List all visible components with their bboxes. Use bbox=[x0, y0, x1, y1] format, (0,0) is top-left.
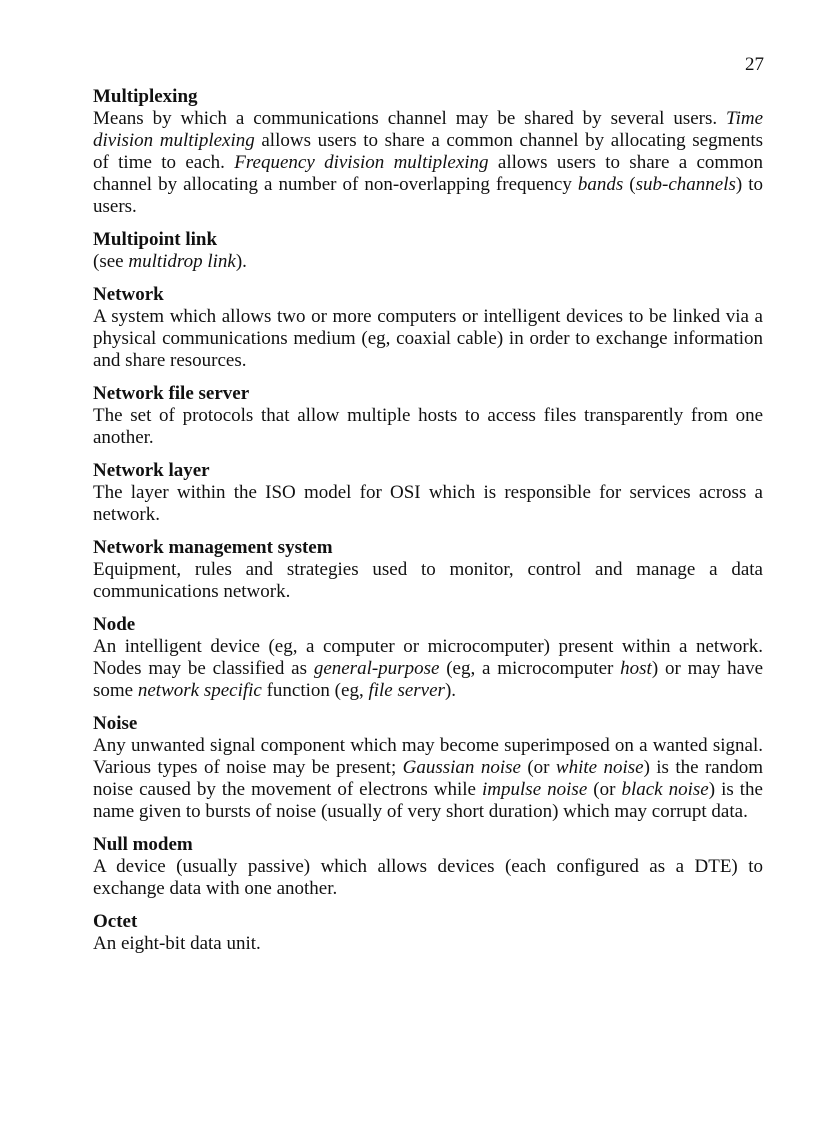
italic-term: host bbox=[620, 658, 652, 679]
definition-text: allows users to share a common channel by allocating segments of time to each. bbox=[93, 130, 763, 173]
entry-definition bbox=[93, 482, 763, 526]
italic-term: bands bbox=[577, 174, 624, 195]
glossary-entry bbox=[93, 460, 763, 526]
entry-definition bbox=[93, 856, 763, 900]
definition-text: ) is the random noise caused by the movement of electrons while bbox=[93, 757, 763, 800]
definition-text: ) to users. bbox=[93, 174, 764, 217]
definition-text: ). bbox=[235, 251, 247, 272]
definition-text: The set of protocols that allow multiple hosts to access files transparently from one another. bbox=[93, 405, 763, 448]
definition-text: The layer within the ISO model for OSI which is responsible for services across a network. bbox=[93, 482, 763, 525]
entry-definition bbox=[93, 108, 763, 218]
entry-term: Network management system bbox=[93, 537, 333, 558]
italic-term: file server bbox=[368, 680, 445, 701]
glossary-entry bbox=[93, 229, 763, 273]
glossary-entry bbox=[93, 86, 763, 218]
definition-text: Any unwanted signal component which may become superimposed on a wanted signal. Various types of noise may be present; bbox=[93, 735, 763, 778]
definition-text: Means by which a communications channel may be shared by several users. bbox=[93, 108, 727, 129]
italic-term: network specific bbox=[137, 680, 262, 701]
entry-definition bbox=[93, 559, 763, 603]
definition-text: ( bbox=[623, 174, 636, 195]
glossary-entry bbox=[93, 713, 763, 823]
glossary-entry bbox=[93, 383, 763, 449]
definition-text: (or bbox=[587, 779, 622, 800]
definition-text: ) is the name given to bursts of noise (usually of very short duration) which may corrupt data. bbox=[93, 779, 763, 822]
entry-term: Node bbox=[93, 614, 136, 635]
definition-text: An eight-bit data unit. bbox=[93, 933, 261, 954]
entry-definition bbox=[93, 405, 763, 449]
entry-term: Null modem bbox=[93, 834, 193, 855]
entry-definition bbox=[93, 735, 763, 823]
page-number: 27 bbox=[745, 54, 764, 75]
definition-text: Equipment, rules and strategies used to monitor, control and manage a data communications network. bbox=[93, 559, 763, 602]
italic-term: white noise bbox=[555, 757, 644, 778]
definition-text: function (eg, bbox=[261, 680, 369, 701]
glossary-entry bbox=[93, 911, 763, 955]
glossary-entries bbox=[93, 86, 763, 966]
italic-term: multidrop link bbox=[128, 251, 236, 272]
entry-term: Octet bbox=[93, 911, 138, 932]
definition-text: (see bbox=[93, 251, 129, 272]
definition-text: ) or may have some bbox=[93, 658, 763, 701]
entry-definition bbox=[93, 251, 763, 273]
definition-text: A device (usually passive) which allows devices (each configured as a DTE) to exchange data with one another. bbox=[93, 856, 763, 899]
definition-text: An intelligent device (eg, a computer or microcomputer) present within a network. Nodes may be classified as bbox=[93, 636, 763, 679]
glossary-entry bbox=[93, 284, 763, 372]
italic-term: Frequency division multiplexing bbox=[234, 152, 489, 173]
definition-text: (eg, a microcomputer bbox=[439, 658, 621, 679]
entry-term: Noise bbox=[93, 713, 138, 734]
entry-term: Multiplexing bbox=[93, 86, 198, 107]
italic-term: black noise bbox=[621, 779, 709, 800]
definition-text: (or bbox=[520, 757, 556, 778]
definition-text: allows users to share a common channel by allocating a number of non-overlapping frequency bbox=[93, 152, 763, 195]
entry-term: Network file server bbox=[93, 383, 250, 404]
glossary-entry bbox=[93, 614, 763, 702]
glossary-entry bbox=[93, 834, 763, 900]
entry-term: Network bbox=[93, 284, 164, 305]
entry-term: Network layer bbox=[93, 460, 210, 481]
entry-term: Multipoint link bbox=[93, 229, 218, 250]
italic-term: sub-channels bbox=[635, 174, 736, 195]
entry-definition bbox=[93, 636, 763, 702]
entry-definition bbox=[93, 933, 763, 955]
glossary-entry bbox=[93, 537, 763, 603]
italic-term: general-purpose bbox=[313, 658, 440, 679]
italic-term: Gaussian noise bbox=[402, 757, 521, 778]
definition-text: ). bbox=[444, 680, 457, 701]
italic-term: impulse noise bbox=[482, 779, 588, 800]
entry-definition bbox=[93, 306, 763, 372]
italic-term: Time division multiplexing bbox=[93, 108, 763, 151]
definition-text: A system which allows two or more computers or intelligent devices to be linked via a physical communications medium (eg, coaxial cable) in order to exchange information and share resources. bbox=[93, 306, 763, 371]
